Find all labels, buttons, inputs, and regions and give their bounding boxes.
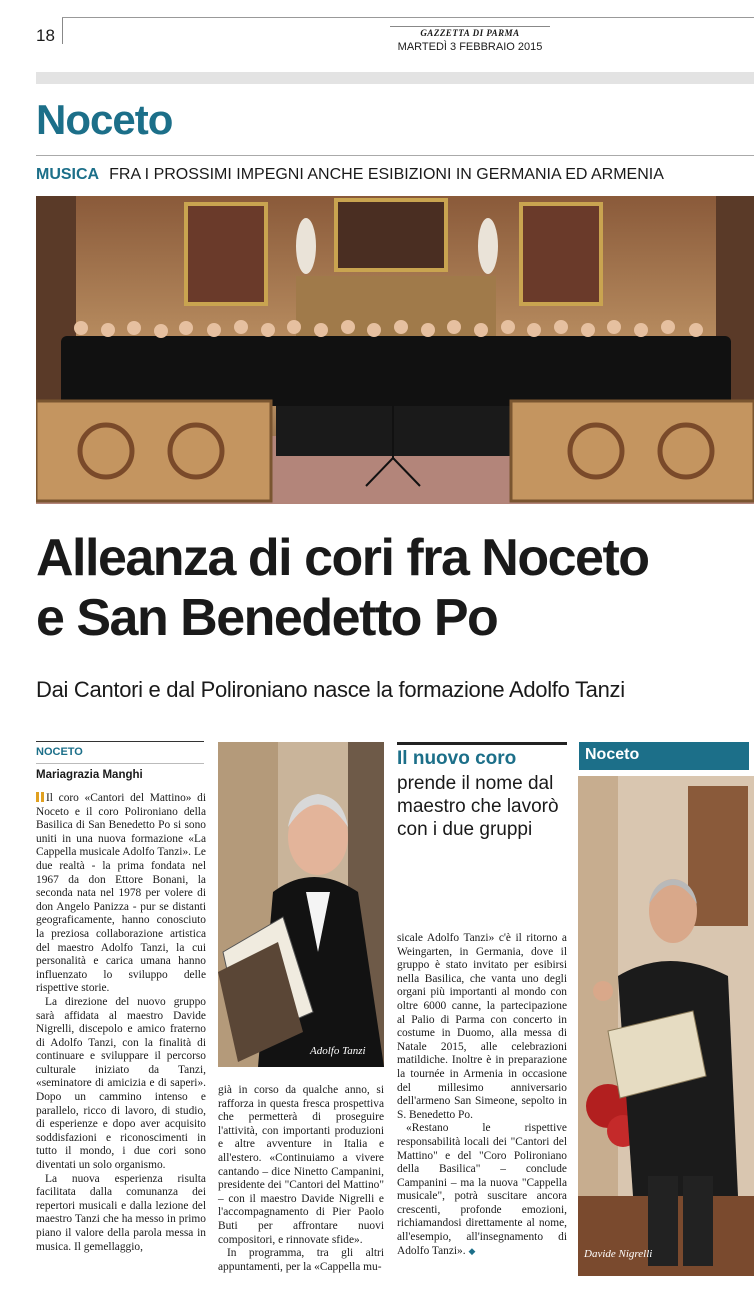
subheadline: Dai Cantori e dal Polironiano nasce la formazione Adolfo Tanzi [36, 677, 625, 702]
kicker [36, 166, 664, 184]
paragraph-text: «Restano le rispettive responsabilità locali dei "Cantori del Mattino" e del "Coro Polironiano della Basilica" – conclude Campanini – ma la nuova "Cappella musicale", potrà suscitare ancora crescenti, profonde emozioni, richiamandosi direttamente al nome, all'esempio, all'insegnamento di Adolfo Tanzi». [397, 1122, 567, 1257]
author: Mariagrazia Manghi [36, 769, 143, 781]
paragraph-text: Il coro «Cantori del Mattino» di Noceto e il coro Polironiano della Basilica di San Benedetto Po si sono uniti in una nuova formazione «La Cappella musicale Adolfo Tanzi». Le due realtà - la prima fondata nel 1967 da don Ettore Bonani, la seconda nata nel 1978 per volere di don Angelo Panizza - pur se distanti geograficamente, hanno conosciuto la preziosa collaborazione artistica del maestro Adolfo Tanzi, la cui personalità e carica umana hanno influenzato lo sviluppo delle rispettive storie. [36, 792, 206, 995]
paragraph: già in corso da qualche anno, si rafforza in questa fresca prospettiva che permetterà di proseguire l'attività, con importanti produzioni e altre avventure in Italia e all'estero. «Continuiamo a vivere cantando – dice Ninetto Campanini, presidente dei "Cantori del Mattino" – con il maestro Davide Nigrelli e l'accompagnamento di Pier Paolo Buti per affrontare nuovi compositori, e rinnovate sfide». [218, 1084, 384, 1246]
choir-photo-illustration [36, 196, 754, 504]
paragraph: La nuova esperienza risulta facilitata dalla comunanza dei repertori musicali e dalla lezione del maestro Tanzi che ha messo in primo piano il valore della parola messa in musica. Il gemellaggio, [36, 1172, 206, 1253]
box-text: prende il nome dal maestro che lavorò con i due gruppi [397, 773, 559, 840]
paragraph: sicale Adolfo Tanzi» c'è il ritorno a Weingarten, in Germania, dove il gruppo è stato invitato per esibirsi nella Basilica, che vanta uno degli organi più importanti al mondo con oltre 6000 canne, la partecipazione al Palio di Parma con concerto in costume in Duomo, alla messa di Natale 2015, alle celebrazioni matildiche. Inoltre è in preparazione la tournée in Armenia in occasione del millesimo anniversario dell'armeno San Simeone, sepolto in S. Benedetto Po. [397, 932, 567, 1121]
portrait-illustration [578, 776, 754, 1276]
kicker-text: FRA I PROSSIMI IMPEGNI ANCHE ESIBIZIONI IN GERMANIA ED ARMENIA [109, 166, 664, 183]
sidebar-box [397, 742, 567, 841]
portrait-illustration [218, 742, 384, 1067]
page-number-divider [62, 18, 63, 44]
article-column-1 [36, 792, 206, 1282]
sidebar-header: Noceto [579, 742, 749, 770]
dateline-rule [36, 763, 204, 764]
choir-photo [36, 196, 754, 504]
headline-line-1: Alleanza di cori fra Noceto [36, 529, 649, 587]
page-number: 18 [36, 26, 55, 45]
section-title: Noceto [36, 96, 173, 143]
article-column-2 [218, 1084, 384, 1274]
paragraph-mark-icon [36, 792, 39, 802]
dateline: NOCETO [36, 746, 83, 758]
byline-rule [36, 741, 204, 742]
portrait-adolfo-tanzi [218, 742, 384, 1067]
issue-date: MARTEDÌ 3 FEBBRAIO 2015 [397, 41, 543, 53]
header-rule [62, 17, 754, 18]
kicker-label: MUSICA [36, 166, 100, 183]
photo-caption: Adolfo Tanzi [310, 1045, 366, 1057]
photo-caption: Davide Nigrelli [584, 1248, 653, 1260]
paragraph: La direzione del nuovo gruppo sarà affidata al maestro Davide Nigrelli, discepolo e amico fraterno di Adolfo Tanzi, con la finalità di continuare e sviluppare il percorso culturale iniziato da Tanzi, «seminatore di amicizia e di saperi». Dopo un cammino intenso e parallelo, ricco di lavoro, di studio, di esperienze e dopo aver acquisito soddisfazioni e riconoscimenti in tutto il mondo, i due cori sono diventati un solo organismo. [36, 995, 206, 1172]
paragraph: In programma, tra gli altri appuntamenti, per la «Cappella mu- [218, 1247, 384, 1273]
paragraph [397, 1122, 567, 1258]
box-title: Il nuovo coro [397, 748, 517, 769]
section-rule [36, 155, 754, 156]
portrait-davide-nigrelli [578, 776, 754, 1276]
box-rule [397, 742, 567, 745]
headline-line-2: e San Benedetto Po [36, 589, 498, 647]
end-mark-icon: ◆ [468, 1245, 476, 1256]
paragraph [36, 792, 206, 996]
article-column-3 [397, 932, 567, 1258]
masthead: GAZZETTA DI PARMA [390, 26, 550, 38]
header-band [36, 72, 754, 84]
headline [36, 528, 754, 648]
